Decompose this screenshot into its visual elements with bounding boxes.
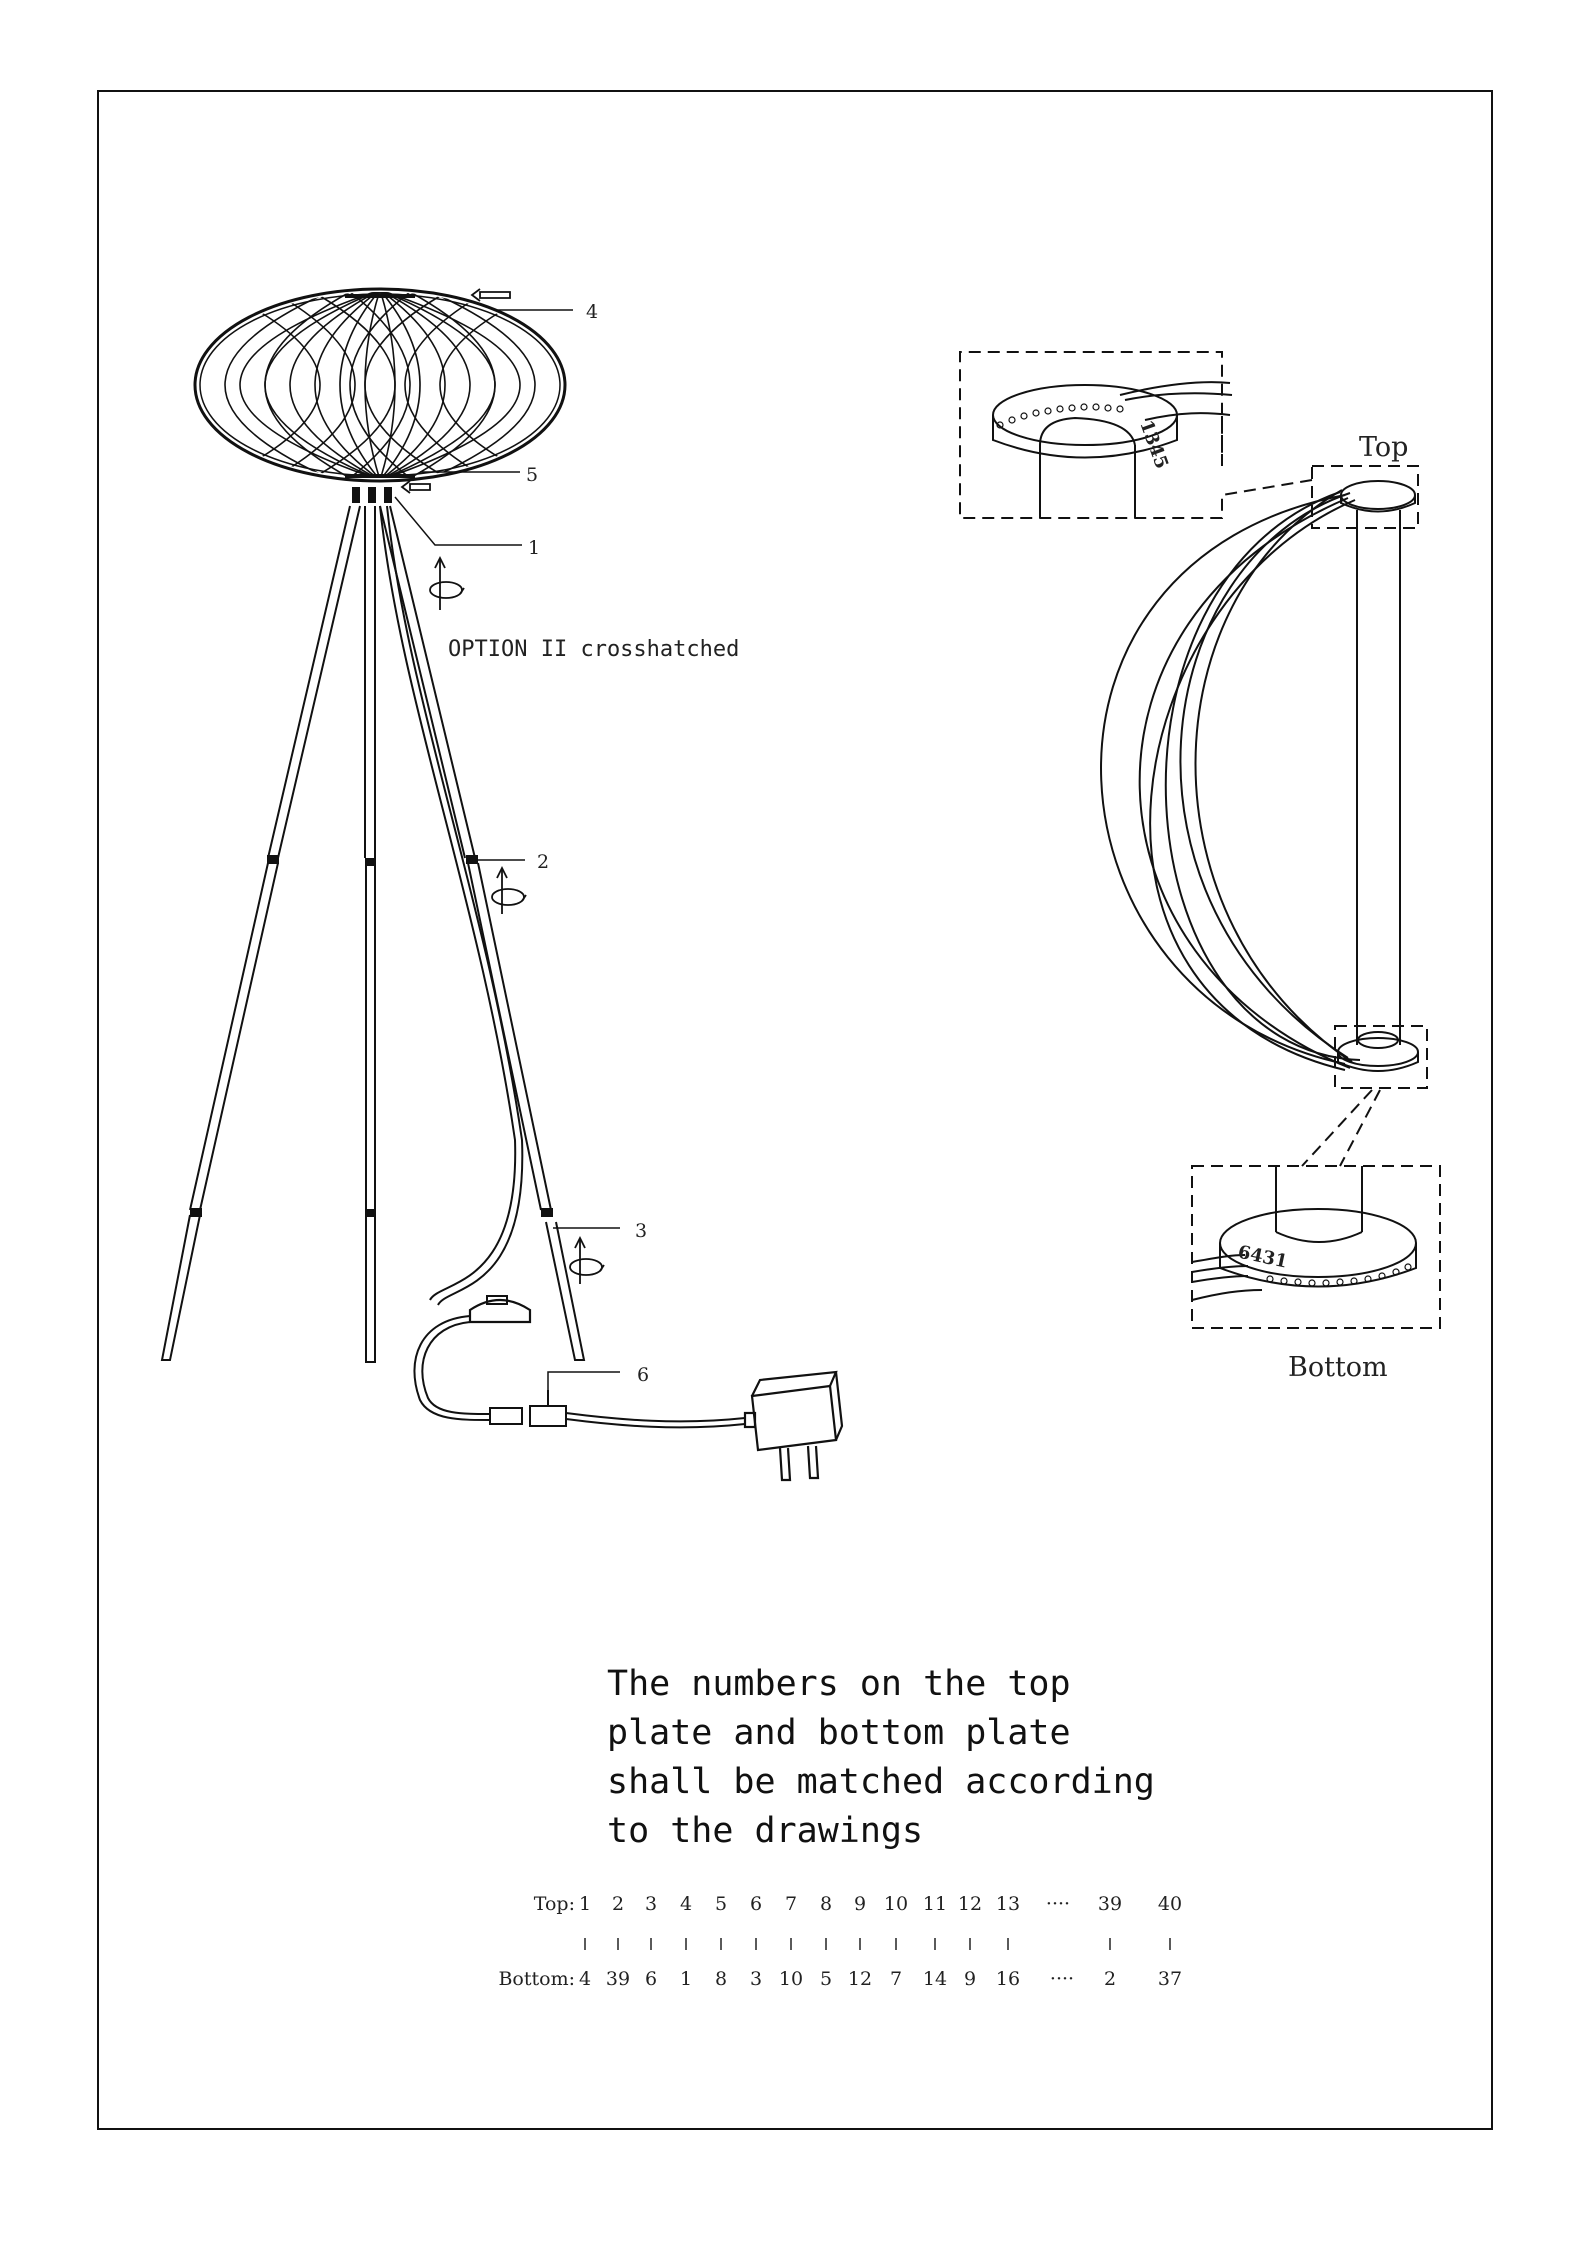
instruction-line: shall be matched according	[607, 1762, 1155, 1802]
shade-frame-detail	[1101, 481, 1418, 1071]
bottom-number: 10	[778, 1968, 804, 1990]
top-number: 7	[784, 1893, 798, 1915]
bottom-number: 3	[749, 1968, 763, 1990]
bottom-number: 12	[847, 1968, 873, 1990]
top-number: 9	[853, 1893, 867, 1915]
top-label: Top	[1359, 432, 1409, 463]
matching-table	[498, 1893, 1182, 1990]
instruction-line: The numbers on the top	[607, 1664, 1071, 1704]
bottom-plate-inset	[1192, 1026, 1440, 1328]
top-plate-numbers: 1345	[1135, 417, 1173, 472]
callout-6: 6	[637, 1364, 650, 1386]
instruction-line: plate and bottom plate	[607, 1713, 1071, 1753]
top-ellipsis: ····	[1045, 1893, 1071, 1915]
bottom-number: 2	[1103, 1968, 1117, 1990]
top-number: 4	[679, 1893, 693, 1915]
top-number: 12	[957, 1893, 983, 1915]
bottom-plate-numbers: 6431	[1235, 1241, 1290, 1273]
top-number: 11	[922, 1893, 948, 1915]
bottom-number: 4	[578, 1968, 592, 1990]
leg-joints	[190, 487, 553, 1217]
top-number: 3	[644, 1893, 658, 1915]
top-number: 10	[883, 1893, 909, 1915]
bottom-number: 16	[995, 1968, 1021, 1990]
callout-5: 5	[526, 464, 539, 486]
top-number: 39	[1097, 1893, 1123, 1915]
lamp-shade	[195, 289, 565, 481]
rotate-icon	[430, 558, 604, 1284]
instruction-line: to the drawings	[607, 1811, 924, 1851]
callout-3: 3	[635, 1220, 648, 1242]
top-number: 1	[578, 1893, 592, 1915]
top-row-label: Top:	[533, 1893, 575, 1915]
bottom-number: 39	[605, 1968, 631, 1990]
top-number: 5	[714, 1893, 728, 1915]
top-number: 40	[1157, 1893, 1183, 1915]
bottom-number: 6	[644, 1968, 658, 1990]
bottom-row-label: Bottom:	[498, 1968, 575, 1990]
option-label: OPTION II crosshatched	[448, 637, 740, 662]
bottom-number: 9	[963, 1968, 977, 1990]
callout-leaders	[395, 310, 620, 1393]
bottom-number: 7	[889, 1968, 903, 1990]
top-plate-holes	[997, 404, 1123, 428]
top-number: 6	[749, 1893, 763, 1915]
top-number: 8	[819, 1893, 833, 1915]
instructions	[607, 1660, 1307, 1856]
power-adapter	[745, 1372, 842, 1480]
bottom-number: 37	[1157, 1968, 1183, 1990]
callout-1: 1	[528, 537, 541, 559]
bottom-number: 14	[922, 1968, 948, 1990]
top-number: 2	[611, 1893, 625, 1915]
top-number: 13	[995, 1893, 1021, 1915]
bottom-number: 1	[679, 1968, 693, 1990]
bottom-ellipsis: ····	[1049, 1968, 1075, 1990]
bottom-number: 5	[819, 1968, 833, 1990]
callout-4: 4	[586, 301, 599, 323]
bottom-label: Bottom	[1288, 1352, 1388, 1383]
callout-2: 2	[537, 851, 550, 873]
tripod-legs	[162, 506, 584, 1362]
bottom-number: 8	[714, 1968, 728, 1990]
